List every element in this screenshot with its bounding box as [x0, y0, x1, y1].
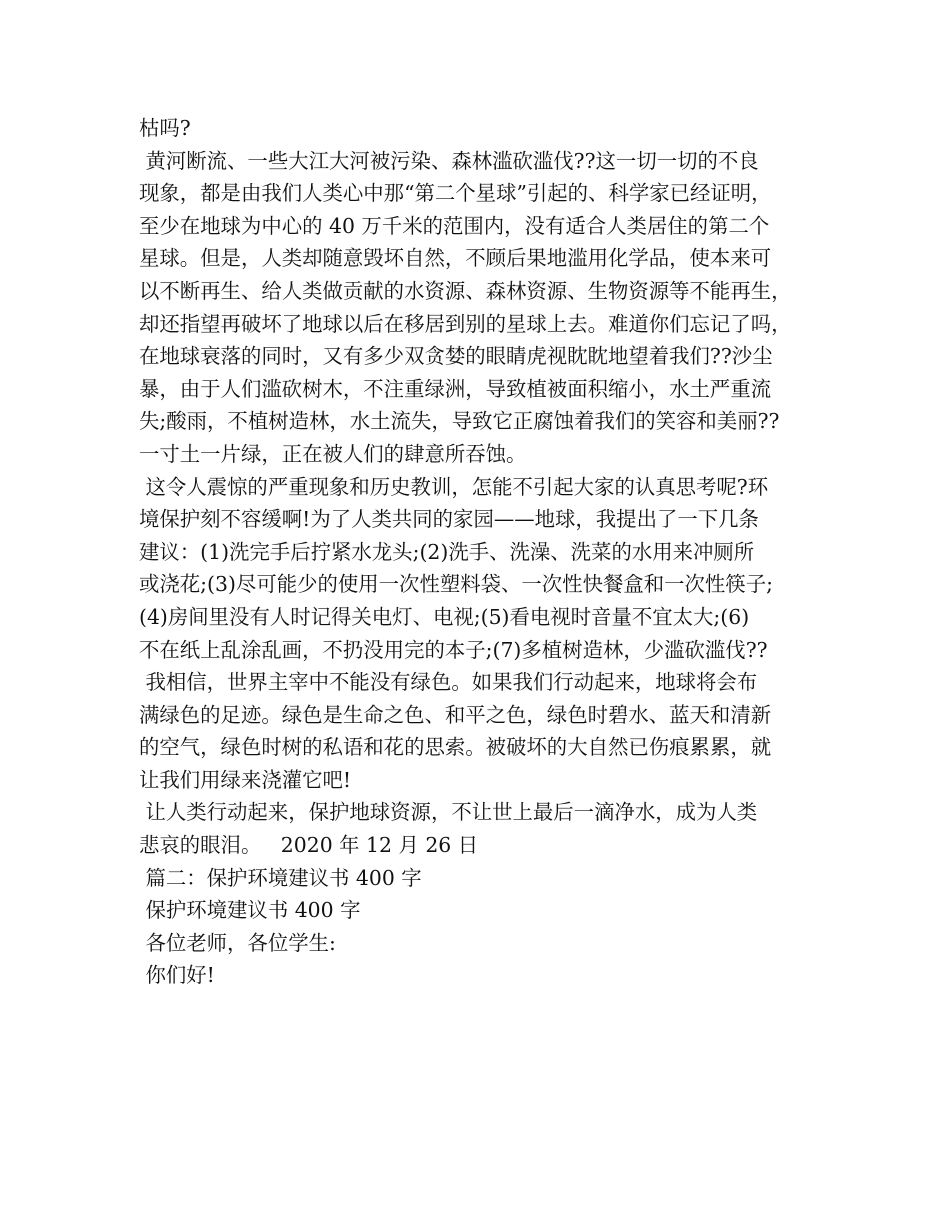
text-line: 以不断再生、给人类做贡献的水资源、森林资源、生物资源等不能再生， — [139, 278, 792, 303]
text-line: 让人类行动起来，保护地球资源，不让世上最后一滴净水，成为人类 — [139, 800, 758, 825]
text-line: 一寸土一片绿，正在被人们的肆意所吞蚀。 — [139, 441, 527, 466]
text-line: 在地球衰落的同时，又有多少双贪婪的眼睛虎视眈眈地望着我们??沙尘 — [139, 344, 773, 369]
document-body — [139, 112, 829, 992]
text-line: 满绿色的足迹。绿色是生命之色、和平之色，绿色时碧水、蓝天和清新 — [139, 702, 772, 727]
text-line: 让我们用绿来浇灌它吧! — [139, 767, 352, 792]
text-line: 不在纸上乱涂乱画，不扔没用完的本子;(7)多植树造林，少滥砍滥伐?? — [139, 637, 768, 662]
greeting: 你们好! — [139, 963, 215, 988]
text-line: 枯吗? — [139, 116, 191, 140]
text-line: 我相信，世界主宰中不能没有绿色。如果我们行动起来，地球将会布 — [139, 670, 758, 695]
section-heading: 篇二：保护环境建议书 400 字 — [139, 865, 422, 890]
text-line: 建议：(1)洗完手后拧紧水龙头;(2)洗手、洗澡、洗菜的水用来冲厕所 — [139, 539, 755, 564]
document-title: 保护环境建议书 400 字 — [139, 898, 361, 923]
text-line: 悲哀的眼泪。 2020 年 12 月 26 日 — [139, 833, 479, 858]
text-line: 的空气，绿色时树的私语和花的思索。被破坏的大自然已伤痕累累，就 — [139, 735, 772, 760]
text-line: 暴，由于人们滥砍树木，不注重绿洲，导致植被面积缩小，水土严重流 — [139, 376, 772, 401]
text-line: 境保护刻不容缓啊!为了人类共同的家园——地球，我提出了一下几条 — [139, 507, 759, 532]
text-line: 或浇花;(3)尽可能少的使用一次性塑料袋、一次性快餐盒和一次性筷子; — [139, 572, 773, 597]
text-line: 这令人震惊的严重现象和历史教训，怎能不引起大家的认真思考呢?环 — [139, 474, 769, 499]
text-line: 至少在地球为中心的 40 万千米的范围内，没有适合人类居住的第二个 — [139, 213, 770, 238]
text-line: (4)房间里没有人时记得关电灯、电视;(5)看电视时音量不宜太大;(6) — [139, 604, 750, 629]
text-line: 现象，都是由我们人类心中那“第二个星球”引起的、科学家已经证明， — [139, 181, 772, 206]
text-line: 黄河断流、一些大江大河被污染、森林滥砍滥伐??这一切一切的不良 — [139, 148, 759, 173]
text-line: 星球。但是，人类却随意毁坏自然，不顾后果地滥用化学品，使本来可 — [139, 246, 772, 271]
text-line: 却还指望再破坏了地球以后在移居到别的星球上去。难道你们忘记了吗， — [139, 311, 792, 336]
text-line: 失;酸雨，不植树造林，水土流失，导致它正腐蚀着我们的笑容和美丽?? — [139, 409, 780, 434]
salutation: 各位老师，各位学生: — [139, 930, 336, 955]
